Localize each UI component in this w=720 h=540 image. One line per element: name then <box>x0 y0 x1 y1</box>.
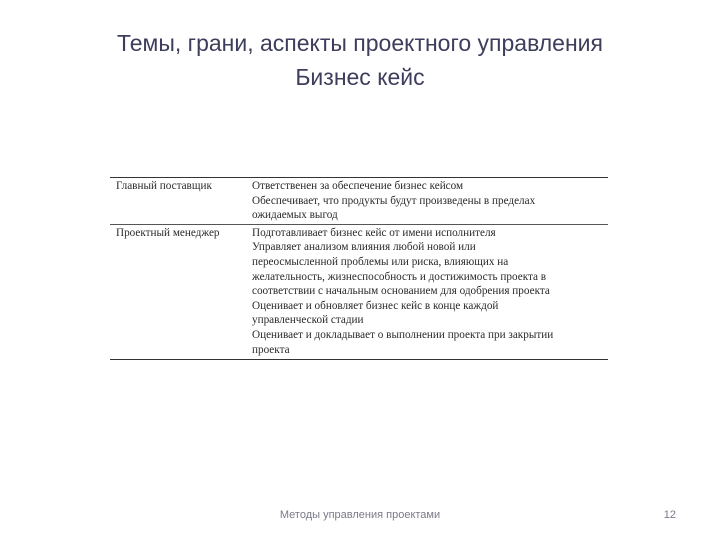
table-row-project-manager <box>110 224 608 359</box>
responsibility-line: Управляет анализом влияния любой новой или <box>252 241 476 254</box>
responsibility-line: соответствии с начальным основанием для одобрения проекта <box>252 285 550 298</box>
roles-table-container <box>110 177 608 360</box>
responsibilities-cell <box>246 224 608 359</box>
responsibility-line: желательность, жизнеспособность и достижимость проекта в <box>252 270 547 283</box>
responsibility-line: управленческой стадии <box>252 314 364 327</box>
responsibility-line: Оценивает и докладывает о выполнении проекта при закрытии <box>252 328 554 341</box>
responsibility-line: ожидаемых выгод <box>252 209 338 222</box>
slide-footer: Методы управления проектами <box>279 509 441 521</box>
slide-title-line-1: Темы, грани, аспекты проектного управления <box>117 30 603 56</box>
slide-title <box>0 26 720 94</box>
slide-title-line-2: Бизнес кейс <box>295 64 425 90</box>
responsibilities-cell <box>246 178 608 225</box>
page-number: 12 <box>663 509 676 521</box>
roles-table <box>110 177 608 360</box>
responsibility-line: Обеспечивает, что продукты будут произведены в пределах <box>252 194 536 207</box>
responsibility-line: Подготавливает бизнес кейс от имени исполнителя <box>252 226 496 239</box>
role-cell: Главный поставщик <box>110 178 246 225</box>
responsibility-line: Оценивает и обновляет бизнес кейс в конце каждой <box>252 299 499 312</box>
responsibility-line: переосмысленной проблемы или риска, влияющих на <box>252 255 509 268</box>
responsibility-line: проекта <box>252 343 290 356</box>
responsibility-line: Ответственен за обеспечение бизнес кейсом <box>252 180 464 192</box>
role-cell: Проектный менеджер <box>110 224 246 359</box>
table-row-senior-supplier <box>110 178 608 225</box>
